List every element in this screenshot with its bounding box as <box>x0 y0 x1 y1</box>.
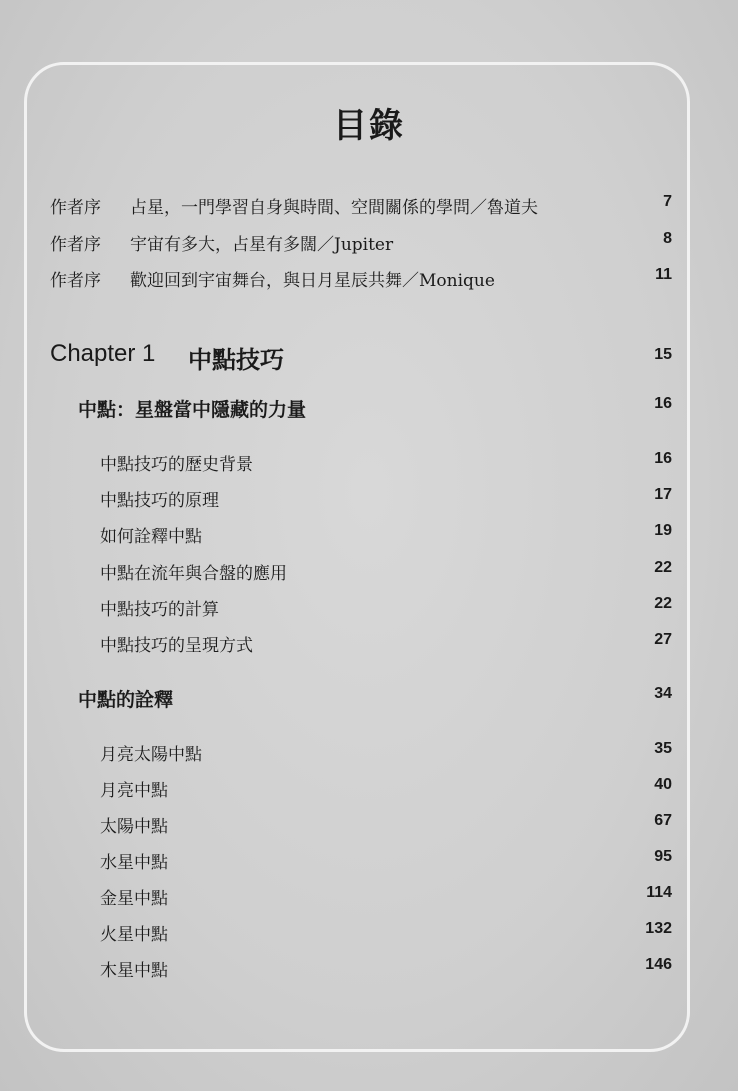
section-title: 中點：星盤當中隱藏的力量 <box>78 399 307 421</box>
preface-title: 歡迎回到宇宙舞台，與日月星辰共舞／Monique <box>130 271 495 291</box>
item-title: 太陽中點 <box>100 817 168 837</box>
toc-item-row[interactable] <box>0 450 738 480</box>
page-number: 132 <box>645 920 672 937</box>
item-title: 木星中點 <box>100 961 168 981</box>
page-number: 146 <box>645 956 672 973</box>
page-number: 19 <box>654 522 672 539</box>
toc-item-row[interactable] <box>0 776 738 806</box>
toc-preface-row[interactable] <box>0 193 738 223</box>
page-number: 27 <box>654 631 672 648</box>
page-number: 11 <box>655 266 672 283</box>
section-title: 中點的詮釋 <box>78 689 174 711</box>
page-number: 35 <box>654 740 672 757</box>
preface-title: 占星，一門學習自身與時間、空間關係的學問／魯道夫 <box>130 198 538 218</box>
toc-item-row[interactable] <box>0 884 738 914</box>
page-number: 95 <box>654 848 672 865</box>
item-title: 月亮中點 <box>100 781 168 801</box>
page-number: 22 <box>654 559 672 576</box>
page-number: 16 <box>654 395 672 412</box>
page-number: 34 <box>654 685 672 702</box>
item-title: 中點在流年與合盤的應用 <box>100 564 287 584</box>
item-title: 月亮太陽中點 <box>100 745 202 765</box>
page-number: 17 <box>654 486 672 503</box>
page-number: 114 <box>646 884 672 901</box>
toc-chapter-row[interactable] <box>0 340 738 374</box>
page-number: 22 <box>654 595 672 612</box>
item-title: 金星中點 <box>100 889 168 909</box>
item-title: 水星中點 <box>100 853 168 873</box>
toc-item-row[interactable] <box>0 522 738 552</box>
toc-preface-row[interactable] <box>0 230 738 260</box>
preface-title: 宇宙有多大，占星有多闊／Jupiter <box>130 235 394 255</box>
page-title: 目錄 <box>333 106 405 146</box>
toc-item-row[interactable] <box>0 631 738 661</box>
chapter-number: Chapter 1 <box>50 340 156 367</box>
toc-item-row[interactable] <box>0 956 738 986</box>
item-title: 中點技巧的呈現方式 <box>100 636 253 656</box>
page-number: 16 <box>654 450 672 467</box>
page-number: 7 <box>663 193 672 210</box>
toc-item-row[interactable] <box>0 812 738 842</box>
page-number: 8 <box>663 230 672 247</box>
item-title: 火星中點 <box>100 925 168 945</box>
toc-item-row[interactable] <box>0 559 738 589</box>
page-number: 67 <box>654 812 672 829</box>
item-title: 如何詮釋中點 <box>100 527 202 547</box>
item-title: 中點技巧的計算 <box>100 600 219 620</box>
preface-label: 作者序 <box>50 235 101 255</box>
item-title: 中點技巧的歷史背景 <box>100 455 253 475</box>
preface-label: 作者序 <box>50 271 101 291</box>
preface-label: 作者序 <box>50 198 101 218</box>
toc-preface-row[interactable] <box>0 266 738 296</box>
chapter-title: 中點技巧 <box>188 346 284 374</box>
toc-item-row[interactable] <box>0 920 738 950</box>
page-number: 40 <box>654 776 672 793</box>
page-number: 15 <box>654 346 672 363</box>
toc-item-row[interactable] <box>0 848 738 878</box>
toc-item-row[interactable] <box>0 486 738 516</box>
toc-section-row[interactable] <box>0 685 738 715</box>
toc-section-row[interactable] <box>0 395 738 425</box>
toc-item-row[interactable] <box>0 595 738 625</box>
toc-item-row[interactable] <box>0 740 738 770</box>
item-title: 中點技巧的原理 <box>100 491 219 511</box>
